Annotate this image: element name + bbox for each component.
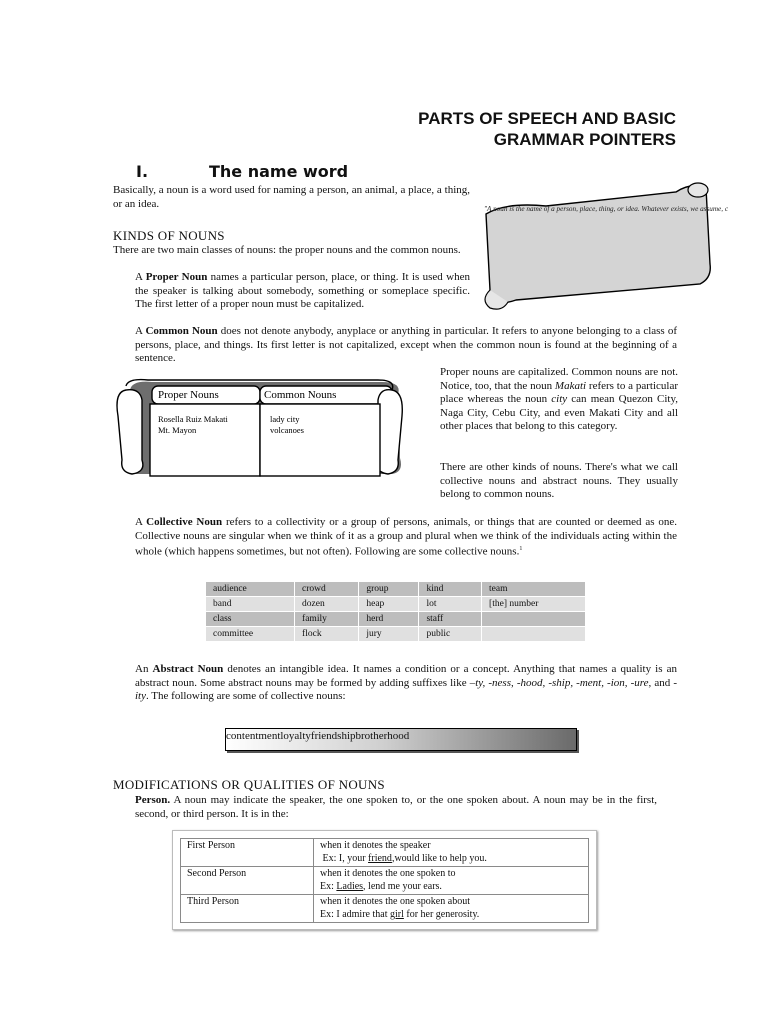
proper-term: Proper Noun bbox=[145, 271, 208, 283]
collective-cell: heap bbox=[359, 597, 419, 612]
scroll-banner bbox=[476, 178, 768, 320]
abstract-text-1: denotes an intangible idea. It names a condition or a concept. Anything that names a quality is an abstract noun. Some abstract nouns may be formed by adding suffixes like bbox=[135, 663, 677, 689]
abstract-text-3: . The following are some of collective nouns: bbox=[146, 690, 346, 703]
collective-cell: family bbox=[295, 612, 359, 627]
common-term: Common Noun bbox=[145, 325, 218, 337]
example-suffix: , lend me your ears. bbox=[363, 880, 442, 892]
side-makati: Makati bbox=[554, 379, 587, 392]
collective-noun-paragraph bbox=[135, 516, 677, 559]
person-text: A noun may indicate the speaker, the one spoken to, or the one spoken about. A noun may be in the first, second, or third person. It is in the: bbox=[135, 794, 657, 820]
collective-cell: crowd bbox=[295, 582, 359, 597]
collective-cell: band bbox=[206, 597, 295, 612]
collective-cell: kind bbox=[419, 582, 482, 597]
kinds-intro: There are two main classes of nouns: the proper nouns and the common nouns. bbox=[113, 244, 461, 256]
collective-cell: herd bbox=[359, 612, 419, 627]
person-label: First Person bbox=[181, 839, 314, 867]
collective-cell: audience bbox=[206, 582, 295, 597]
example-suffix: for her generosity. bbox=[403, 908, 480, 920]
example-prefix: Ex: I admire that bbox=[320, 908, 390, 920]
person-desc-text: when it denotes the one spoken to bbox=[320, 868, 456, 879]
collective-row bbox=[206, 582, 586, 597]
abstract-text-2: and bbox=[651, 676, 674, 689]
side-paragraph-1 bbox=[440, 366, 678, 434]
side-paragraph-2: There are other kinds of nouns. There's what we call collective nouns and abstract nouns. They usually belong to common nouns. bbox=[440, 461, 678, 501]
common-text: does not denote anybody, anyplace or anything in particular. It refers to anyone belonging to a class of persons, place, and things. Its first letter is not capitalized, except when the common noun is found at the beginning of a sentence. bbox=[135, 325, 677, 365]
side-text-2: refers to a particular place whereas the noun bbox=[440, 379, 678, 406]
sofa-right-line-2: volcanoes bbox=[270, 425, 304, 435]
abstract-suffixes: –ty, -ness, -hood, -ship, -ment, -ion, -ure, bbox=[469, 676, 652, 689]
person-example bbox=[320, 853, 582, 866]
collective-text: refers to a collectivity or a group of persons, animals, or things that are counted or deemed as one. Collective nouns are singular when we think of it as a group and plural when we think of the individuals acting within the whole (which happens sometimes, but not often). Following are some collective nouns. bbox=[135, 516, 677, 558]
common-article: A bbox=[135, 325, 146, 337]
person-label: Second Person bbox=[181, 867, 314, 895]
collective-row bbox=[206, 612, 586, 627]
collective-article: A bbox=[135, 516, 147, 528]
sofa-left-arm bbox=[117, 390, 143, 474]
person-table bbox=[180, 838, 589, 923]
abstract-words: contentmentloyaltyfriendshipbrotherhood bbox=[226, 730, 410, 742]
section-number: I. bbox=[136, 162, 149, 181]
kinds-heading: KINDS OF NOUNS bbox=[113, 228, 225, 243]
abstract-article: An bbox=[135, 663, 153, 675]
page-title bbox=[276, 108, 676, 150]
collective-term: Collective Noun bbox=[146, 516, 223, 528]
footnote-marker: 1 bbox=[519, 546, 523, 553]
collective-cell: public bbox=[419, 627, 482, 642]
person-paragraph bbox=[135, 794, 657, 821]
example-noun: friend bbox=[368, 852, 392, 864]
proper-text: names a particular person, place, or thing. It is used when the speaker is talking about somebody, something or someplace specific. The first letter of a proper noun must be capitalized. bbox=[135, 271, 470, 311]
collective-cell: committee bbox=[206, 627, 295, 642]
collective-cell: group bbox=[359, 582, 419, 597]
title-line-1: PARTS OF SPEECH AND BASIC bbox=[418, 109, 676, 128]
collective-cell: [the] number bbox=[482, 597, 586, 612]
collective-cell bbox=[482, 627, 586, 642]
collective-row bbox=[206, 627, 586, 642]
collective-cell: team bbox=[482, 582, 586, 597]
common-noun-paragraph bbox=[135, 325, 677, 366]
example-noun: girl bbox=[389, 908, 404, 920]
person-desc-text: when it denotes the one spoken about bbox=[320, 896, 470, 907]
side-city: city bbox=[551, 393, 568, 406]
collective-cell: lot bbox=[419, 597, 482, 612]
collective-cell: dozen bbox=[295, 597, 359, 612]
scroll-caption: "A noun is the name of a person, place, thing, or idea. Whatever exists, we assume, c bbox=[484, 205, 729, 213]
sofa-right-arm bbox=[377, 390, 402, 474]
example-noun: Ladies bbox=[336, 880, 364, 892]
collective-cell: staff bbox=[419, 612, 482, 627]
section-title: The name word bbox=[209, 162, 349, 181]
abstract-suffix-ity: -ity bbox=[135, 676, 677, 703]
abstract-term: Abstract Noun bbox=[152, 663, 224, 675]
sofa-right-line-1: lady city bbox=[270, 414, 300, 424]
proper-article: A bbox=[135, 271, 146, 283]
modifications-heading: MODIFICATIONS OR QUALITIES OF NOUNS bbox=[113, 777, 385, 792]
sofa-right-header: Common Nouns bbox=[264, 389, 337, 401]
person-label: Third Person bbox=[181, 895, 314, 923]
proper-noun-paragraph bbox=[135, 271, 470, 312]
noun-sofa-diagram bbox=[112, 376, 412, 488]
title-line-2: GRAMMAR POINTERS bbox=[493, 130, 676, 149]
person-desc-text: when it denotes the speaker bbox=[320, 840, 431, 851]
sofa-left-line-2: Mt. Mayon bbox=[158, 425, 197, 435]
person-description bbox=[314, 839, 589, 867]
person-example bbox=[320, 881, 582, 894]
collective-nouns-table bbox=[205, 581, 586, 642]
person-term: Person. bbox=[135, 794, 171, 806]
side-text-1: Proper nouns are capitalized. Common nouns are not. Notice, too, that the noun bbox=[440, 366, 678, 392]
person-table-frame bbox=[172, 830, 597, 930]
sofa-left-header: Proper Nouns bbox=[158, 389, 219, 401]
abstract-noun-paragraph bbox=[135, 663, 677, 704]
collective-row bbox=[206, 597, 586, 612]
person-row bbox=[181, 839, 589, 867]
section-heading bbox=[136, 162, 349, 181]
collective-cell: jury bbox=[359, 627, 419, 642]
intro-paragraph: Basically, a noun is a word used for naming a person, an animal, a place, a thing, or an idea. bbox=[113, 184, 470, 210]
person-example bbox=[320, 909, 582, 922]
person-row bbox=[181, 895, 589, 923]
person-row bbox=[181, 867, 589, 895]
example-suffix: ,would like to help you. bbox=[391, 852, 487, 864]
scroll-body bbox=[486, 186, 710, 303]
collective-cell: flock bbox=[295, 627, 359, 642]
person-description bbox=[314, 867, 589, 895]
example-prefix: Ex: bbox=[320, 880, 337, 892]
side-text-3: can mean Quezon City, Naga City, Cebu City, and even Makati City and all other places that belong to this category. bbox=[440, 393, 678, 433]
collective-cell bbox=[482, 612, 586, 627]
example-prefix: Ex: I, your bbox=[320, 852, 369, 864]
person-description bbox=[314, 895, 589, 923]
sofa-left-line-1: Rosella Ruiz Makati bbox=[158, 414, 228, 424]
collective-cell: class bbox=[206, 612, 295, 627]
abstract-words-box bbox=[225, 728, 577, 751]
scroll-top-curl bbox=[688, 183, 708, 197]
